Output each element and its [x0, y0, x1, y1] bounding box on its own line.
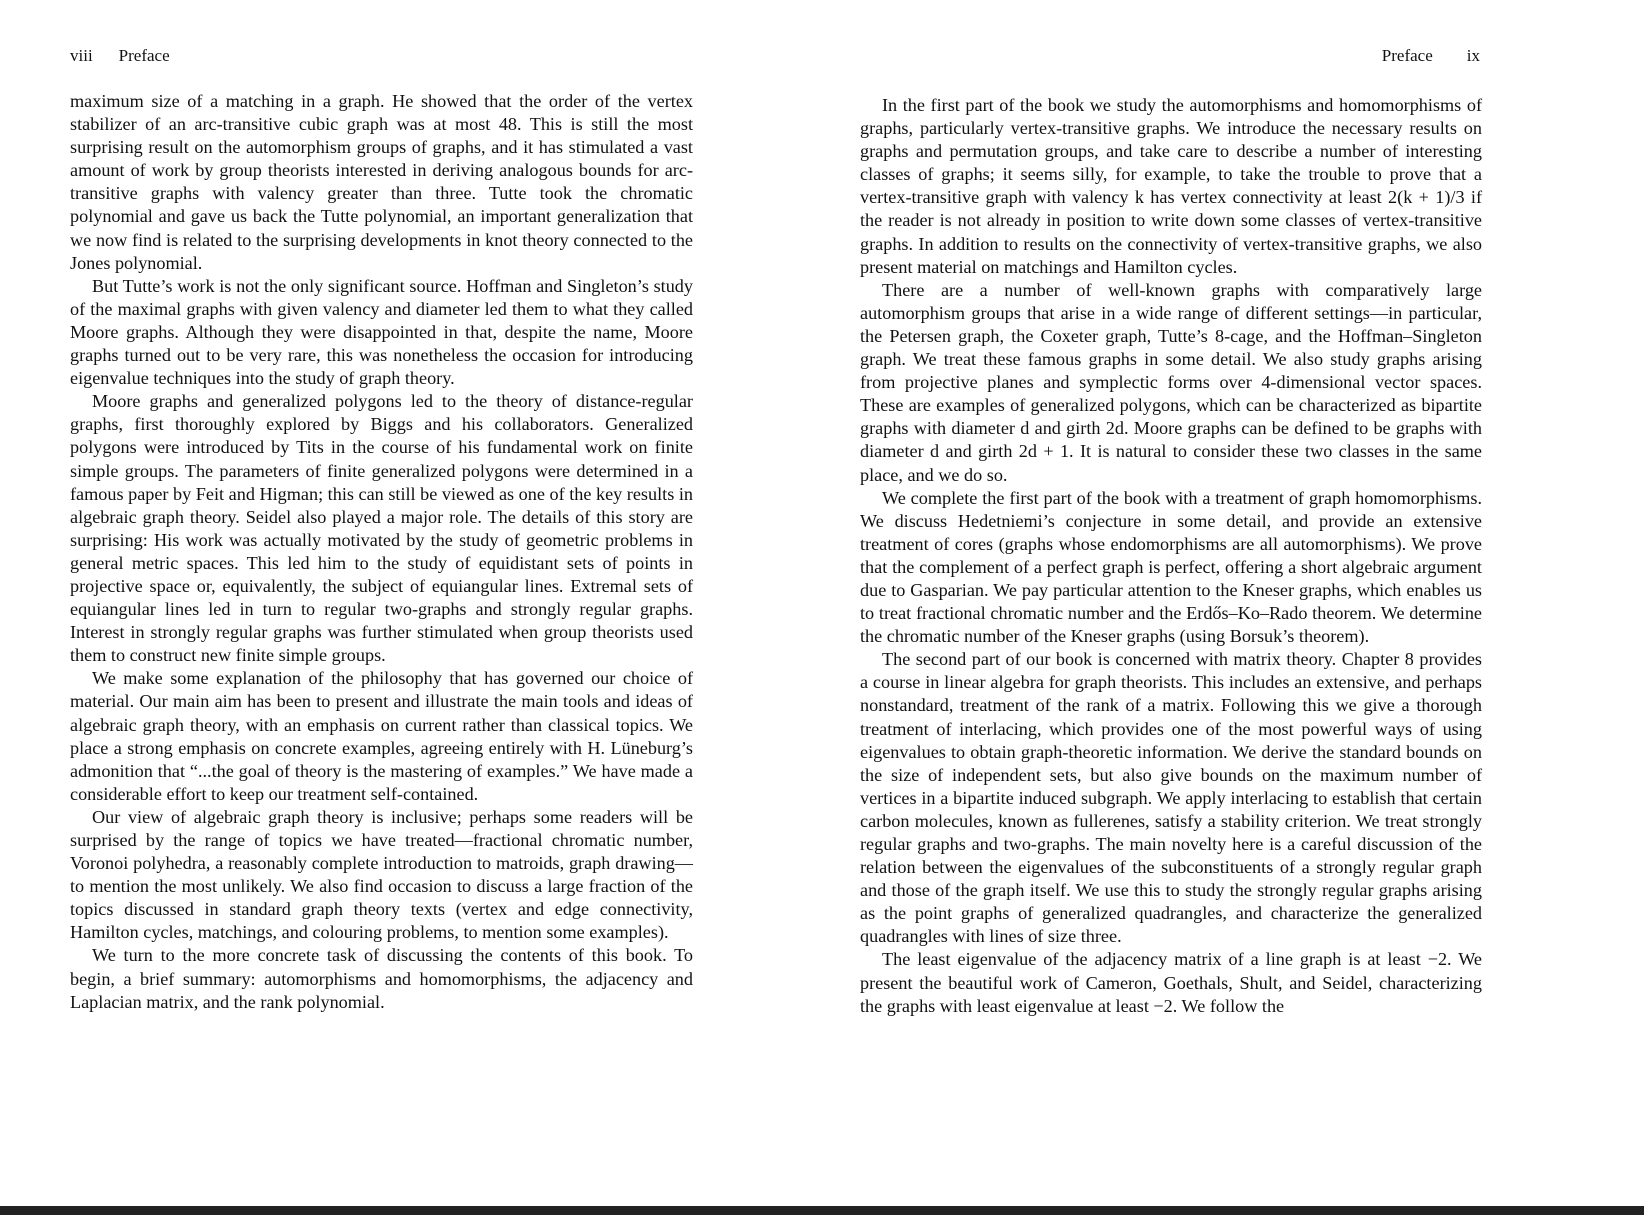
left-page-number: viii [70, 46, 93, 65]
left-running-head [70, 46, 730, 66]
right-running-head [860, 46, 1480, 66]
right-page [860, 0, 1644, 1215]
paragraph: We turn to the more concrete task of discussing the contents of this book. To begin, a brief summary: automorphisms and homomorphisms, the adjacency and Laplacian matrix, and the rank polynomial. [70, 945, 693, 1012]
paragraph: There are a number of well-known graphs with comparatively large automorphism groups that arise in a wide range of different settings—in particular, the Petersen graph, the Coxeter graph, Tutte’s 8-cage, and the Hoffman–Singleton graph. We treat these famous graphs in some detail. We also study graphs arising from projective planes and symplectic forms over 4-dimensional vector spaces. These are examples of generalized polygons, which can be characterized as bipartite graphs with diameter d and girth 2d. Moore graphs can be defined to be graphs with diameter d and girth 2d + 1. It is natural to consider these two classes in the same place, and we do so. [860, 279, 1482, 485]
right-page-number: ix [1466, 46, 1480, 65]
scan-bottom-edge [0, 1206, 1644, 1215]
right-body-text [860, 94, 1482, 1018]
paragraph: We make some explanation of the philosophy that has governed our choice of material. Our main aim has been to present and illustrate the main tools and ideas of algebraic graph theory, with an emphasis on current rather than classical topics. We place a strong emphasis on concrete examples, agreeing entirely with H. Lüneburg’s admonition that “...the goal of theory is the mastering of examples.” We have made a considerable effort to keep our treatment self-contained. [70, 668, 693, 804]
paragraph: Our view of algebraic graph theory is inclusive; perhaps some readers will be surprised by the range of topics we have treated—fractional chromatic number, Voronoi polyhedra, a reasonably complete introduction to matroids, graph drawing—to mention the most unlikely. We also find occasion to discuss a large fraction of the topics discussed in standard graph theory texts (vertex and edge connectivity, Hamilton cycles, matchings, and colouring problems, to mention some examples). [70, 806, 693, 943]
left-page [0, 0, 800, 1215]
paragraph: The least eigenvalue of the adjacency matrix of a line graph is at least −2. We present the beautiful work of Cameron, Goethals, Shult, and Seidel, characterizing the graphs with least eigenvalue at least −2. We follow the [860, 949, 1482, 1016]
paragraph: We complete the first part of the book with a treatment of graph homomorphisms. We discuss Hedetniemi’s conjecture in some detail, and provide an extensive treatment of cores (graphs whose endomorphisms are all automorphisms). We prove that the complement of a perfect graph is perfect, offering a short algebraic argument due to Gasparian. We pay particular attention to the Kneser graphs, which enables us to treat fractional chromatic number and the Erdős–Ko–Rado theorem. We determine the chromatic number of the Kneser graphs (using Borsuk’s theorem). [860, 487, 1482, 647]
right-running-title: Preface [1381, 46, 1433, 65]
paragraph: But Tutte’s work is not the only significant source. Hoffman and Singleton’s study of the maximal graphs with given valency and diameter led them to what they called Moore graphs. Although they were disappointed in that, despite the name, Moore graphs turned out to be very rare, this was nonetheless the occasion for introducing eigenvalue techniques into the study of graph theory. [70, 275, 693, 389]
paragraph: Moore graphs and generalized polygons led to the theory of distance-regular graphs, first thoroughly explored by Biggs and his collaborators. Generalized polygons were introduced by Tits in the course of his fundamental work on finite simple groups. The parameters of finite generalized polygons were determined in a famous paper by Feit and Higman; this can still be viewed as one of the key results in algebraic graph theory. Seidel also played a major role. The details of this story are surprising: His work was actually motivated by the study of geometric problems in general metric spaces. This led him to the study of equidistant sets of points in projective space or, equivalently, the subject of equiangular lines. Extremal sets of equiangular lines led in turn to regular two-graphs and strongly regular graphs. Interest in strongly regular graphs was further stimulated when group theorists used them to construct new finite simple groups. [70, 391, 693, 666]
left-running-title: Preface [118, 46, 170, 65]
paragraph: maximum size of a matching in a graph. He showed that the order of the vertex stabilizer of an arc-transitive cubic graph was at most 48. This is still the most surprising result on the automorphism groups of graphs, and it has stimulated a vast amount of work by group theorists interested in deriving analogous bounds for arc-transitive graphs with valency greater than three. Tutte took the chromatic polynomial and gave us back the Tutte polynomial, an important generalization that we now find is related to the surprising developments in knot theory connected to the Jones polynomial. [70, 91, 693, 273]
paragraph: The second part of our book is concerned with matrix theory. Chapter 8 provides a course in linear algebra for graph theorists. This includes an extensive, and perhaps nonstandard, treatment of the rank of a matrix. Following this we give a thorough treatment of interlacing, which provides one of the most powerful ways of using eigenvalues to obtain graph-theoretic information. We derive the standard bounds on the size of independent sets, but also give bounds on the maximum number of vertices in a bipartite induced subgraph. We apply interlacing to establish that certain carbon molecules, known as fullerenes, satisfy a stability criterion. We treat strongly regular graphs and two-graphs. The main novelty here is a careful discussion of the relation between the eigenvalues of the subconstituents of a strongly regular graph and those of the graph itself. We use this to study the strongly regular graphs arising as the point graphs of generalized quadrangles, and characterize the generalized quadrangles with lines of size three. [860, 649, 1482, 947]
left-body-text [70, 90, 693, 1014]
paragraph: In the first part of the book we study the automorphisms and homomorphisms of graphs, particularly vertex-transitive graphs. We introduce the necessary results on graphs and permutation groups, and take care to describe a number of interesting classes of graphs; it seems silly, for example, to take the trouble to prove that a vertex-transitive graph with valency k has vertex connectivity at least 2(k + 1)/3 if the reader is not already in position to write down some classes of vertex-transitive graphs. In addition to results on the connectivity of vertex-transitive graphs, we also present material on matchings and Hamilton cycles. [860, 95, 1482, 277]
